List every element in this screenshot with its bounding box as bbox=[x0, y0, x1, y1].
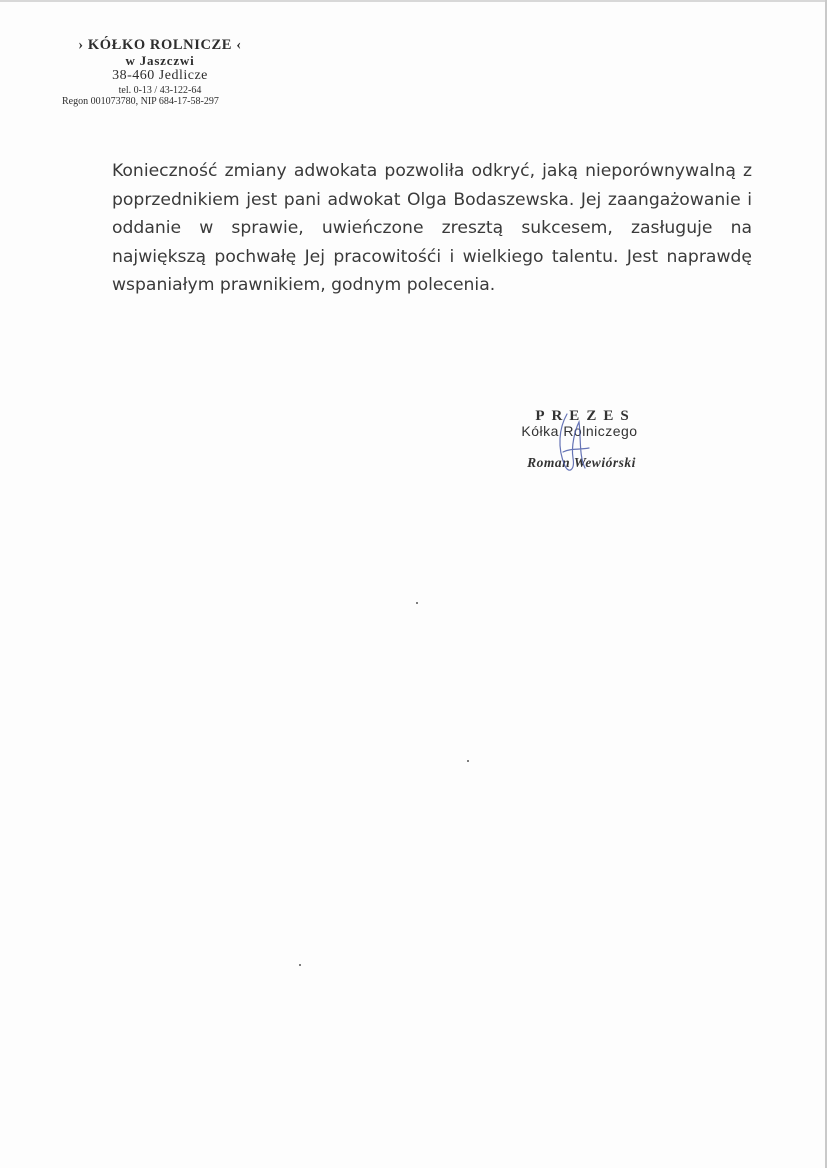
handwritten-signature-icon bbox=[545, 408, 595, 478]
signature-title: PREZES bbox=[535, 408, 636, 424]
stamp-postal-address: 38-460 Jedlicze bbox=[112, 67, 208, 83]
scan-speck bbox=[416, 602, 418, 604]
scan-top-edge bbox=[0, 0, 827, 2]
signature-organization: Kółka Rolniczego bbox=[521, 423, 638, 439]
scan-speck bbox=[299, 964, 301, 966]
stamp-regon-nip: Regon 001073780, NIP 684-17-58-297 bbox=[62, 96, 219, 108]
stamp-org-name: › KÓŁKO ROLNICZE ‹ bbox=[78, 37, 242, 53]
signature-name: Roman Wewiórski bbox=[527, 455, 636, 470]
stamp-phone: tel. 0-13 / 43-122-64 bbox=[118, 84, 202, 96]
letter-body-paragraph: Konieczność zmiany adwokata pozwoliła odkryć, jaką nieporównywalną z poprzednikiem jest pani adwokat Olga Bodaszewska. Jej zaangażowanie i oddanie w sprawie, uwieńczone zresztą sukcesem, zasługuje na największą pochwałę Jej pracowitośći i wielkiego talentu. Jest naprawdę wspaniałym prawnikiem, godnym polecenia. bbox=[112, 161, 752, 295]
scan-speck bbox=[467, 760, 469, 762]
header-stamp bbox=[60, 38, 260, 108]
stamp-location: w Jaszczwi bbox=[125, 53, 195, 69]
